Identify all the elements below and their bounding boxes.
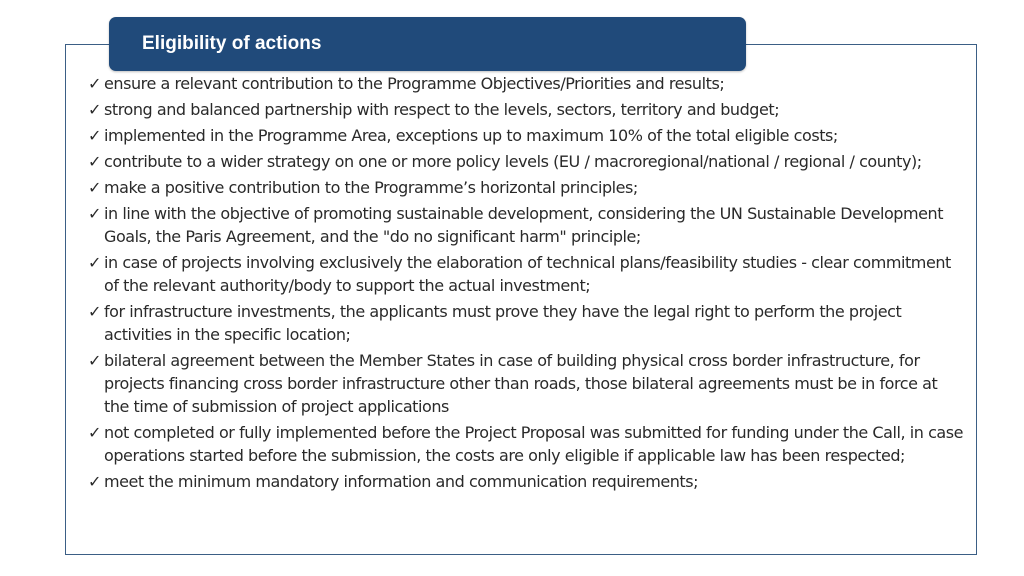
list-item-text: ensure a relevant contribution to the Programme Objectives/Priorities and results; — [104, 74, 725, 93]
list-item-text: implemented in the Programme Area, exceptions up to maximum 10% of the total eligible costs; — [104, 126, 838, 145]
list-item — [88, 124, 966, 147]
checkmark-icon: ✓ — [88, 152, 101, 171]
list-item — [88, 421, 966, 467]
checkmark-icon: ✓ — [88, 178, 101, 197]
eligibility-list — [88, 72, 966, 496]
list-item-text: not completed or fully implemented before the Project Proposal was submitted for funding under the Call, in case operations started before the submission, the costs are only eligible if applicable law has been respected; — [104, 423, 964, 465]
list-item — [88, 72, 966, 95]
list-item — [88, 349, 966, 418]
list-item-text: in line with the objective of promoting sustainable development, considering the UN Sustainable Development Goals, the Paris Agreement, and the "do no significant harm" principle; — [104, 204, 944, 246]
checkmark-icon: ✓ — [88, 126, 101, 145]
list-item — [88, 251, 966, 297]
list-item-text: meet the minimum mandatory information and communication requirements; — [104, 472, 699, 491]
list-item-text: make a positive contribution to the Programme’s horizontal principles; — [104, 178, 638, 197]
checkmark-icon: ✓ — [88, 204, 101, 223]
list-item-text: strong and balanced partnership with respect to the levels, sectors, territory and budget; — [104, 100, 780, 119]
list-item — [88, 470, 966, 493]
title-banner — [109, 17, 746, 71]
list-item — [88, 176, 966, 199]
list-item-text: contribute to a wider strategy on one or more policy levels (EU / macroregional/national / regional / county); — [104, 152, 922, 171]
list-item — [88, 300, 966, 346]
list-item-text: for infrastructure investments, the applicants must prove they have the legal right to perform the project activities in the specific location; — [104, 302, 902, 344]
checkmark-icon: ✓ — [88, 423, 101, 442]
list-item — [88, 98, 966, 121]
list-item-text: in case of projects involving exclusively the elaboration of technical plans/feasibility studies - clear commitment of the relevant authority/body to support the actual investment; — [104, 253, 951, 295]
checkmark-icon: ✓ — [88, 74, 101, 93]
list-item — [88, 150, 966, 173]
checkmark-icon: ✓ — [88, 351, 101, 370]
list-item — [88, 202, 966, 248]
list-item-text: bilateral agreement between the Member States in case of building physical cross border infrastructure, for projects financing cross border infrastructure other than roads, those bilateral agreements must be in force at the time of submission of project applications — [104, 351, 938, 416]
checkmark-icon: ✓ — [88, 472, 101, 491]
checkmark-icon: ✓ — [88, 100, 101, 119]
checkmark-icon: ✓ — [88, 302, 101, 321]
slide-title: Eligibility of actions — [142, 33, 322, 54]
checkmark-icon: ✓ — [88, 253, 101, 272]
